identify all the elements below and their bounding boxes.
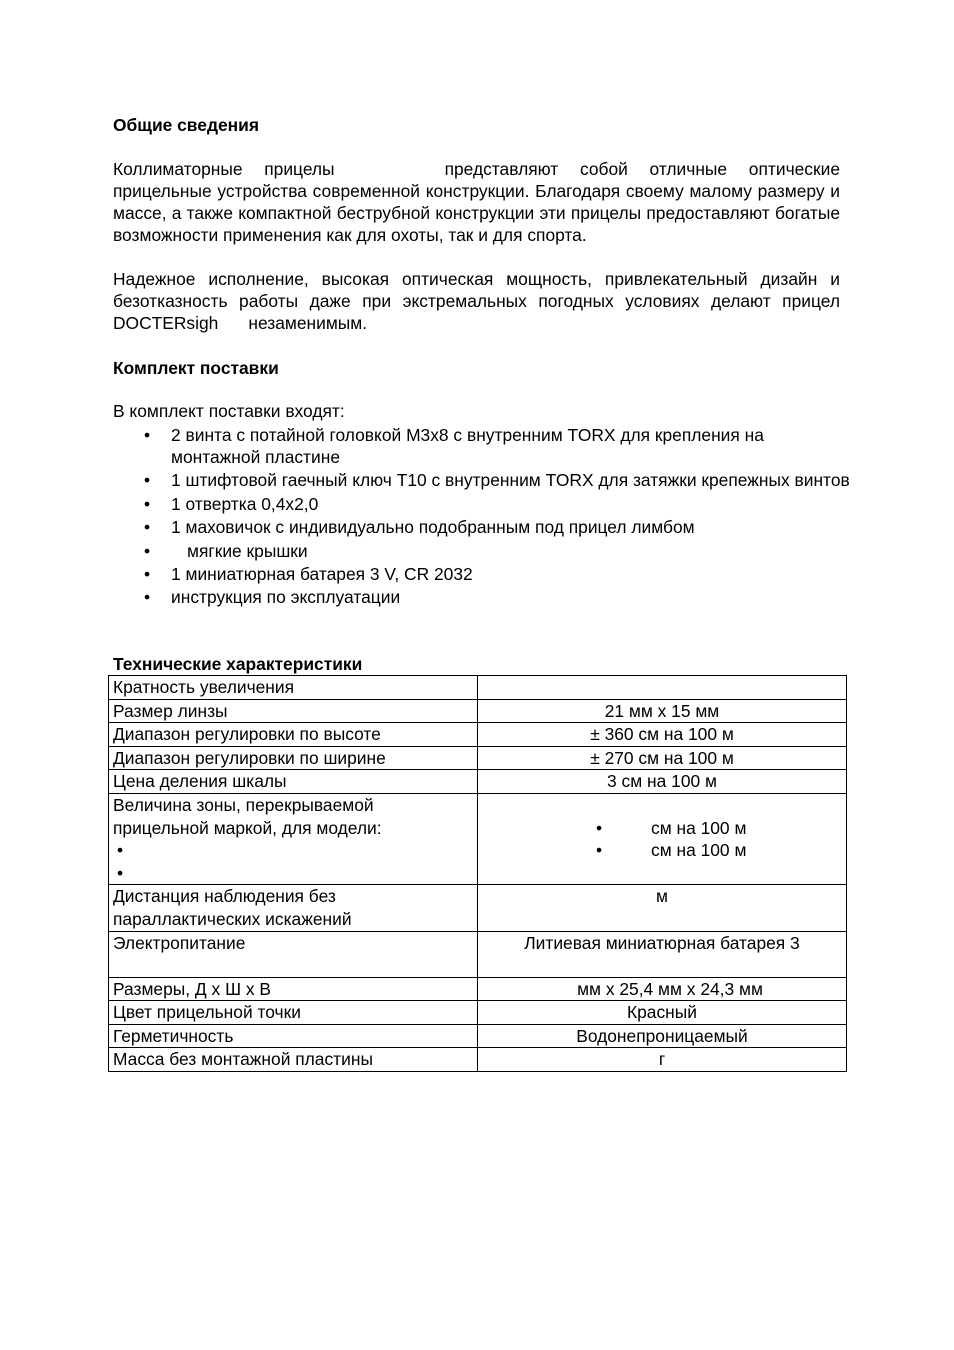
spec-label: Дистанция наблюдения без параллактических искажений	[109, 885, 478, 931]
table-row	[109, 1048, 847, 1072]
specs-table	[108, 675, 847, 1072]
spec-value-zone	[478, 793, 847, 884]
table-row	[109, 1001, 847, 1025]
supply-item: • 1 маховичок с индивидуально подобранным под прицел лимбом	[143, 517, 695, 538]
general-heading: Общие сведения	[113, 115, 259, 135]
zone-model-list	[113, 839, 473, 884]
spec-value: ± 270 см на 100 м	[478, 746, 847, 770]
spec-value: ± 360 см на 100 м	[478, 723, 847, 747]
supply-list	[113, 424, 853, 610]
bullet-icon: •	[143, 470, 151, 491]
supply-item: • 1 отвертка 0,4x2,0	[143, 493, 319, 514]
spec-label: Диапазон регулировки по высоте	[109, 723, 478, 747]
general-paragraph-2	[113, 268, 840, 334]
supply-item: • 1 миниатюрная батарея 3 V, CR 2032	[143, 563, 473, 584]
spec-value: 21 мм x 15 мм	[478, 699, 847, 723]
spec-label: Масса без монтажной пластины	[109, 1048, 478, 1072]
spec-value: Красный	[478, 1001, 847, 1025]
spec-value: г	[478, 1048, 847, 1072]
bullet-icon: •	[143, 563, 151, 584]
table-row	[109, 723, 847, 747]
spec-value: м	[478, 885, 847, 931]
supply-item: • инструкция по эксплуатации	[143, 587, 401, 608]
spec-label: Цена деления шкалы	[109, 770, 478, 794]
spec-label: Кратность увеличения	[109, 676, 478, 700]
bullet-icon: •	[596, 817, 603, 838]
bullet-icon: •	[143, 493, 151, 514]
table-row	[109, 770, 847, 794]
table-row	[109, 931, 847, 977]
bullet-icon: •	[143, 540, 151, 561]
bullet-icon: •	[143, 517, 151, 538]
spec-value: 3 см на 100 м	[478, 770, 847, 794]
bullet-icon: •	[117, 840, 124, 861]
zone-value-item: • см на 100 м	[596, 817, 747, 838]
spec-value: Водонепроницаемый	[478, 1024, 847, 1048]
general-paragraph-1	[113, 158, 840, 246]
bullet-icon: •	[117, 862, 124, 883]
spec-label: Размеры, Д x Ш x В	[109, 977, 478, 1001]
supply-heading: Комплект поставки	[113, 358, 279, 378]
table-row	[109, 885, 847, 931]
table-row	[109, 746, 847, 770]
bullet-icon: •	[143, 587, 151, 608]
specs-heading: Технические характеристики	[113, 654, 363, 674]
spec-label: Диапазон регулировки по ширине	[109, 746, 478, 770]
supply-item: • мягкие крышки	[143, 540, 308, 561]
zone-model-item	[113, 862, 473, 885]
spec-label: Размер линзы	[109, 699, 478, 723]
spec-label: Цвет прицельной точки	[109, 1001, 478, 1025]
bullet-icon: •	[143, 425, 151, 445]
spec-label: Электропитание	[109, 931, 478, 977]
spec-value: Литиевая миниатюрная батарея 3	[478, 931, 847, 977]
table-row	[109, 977, 847, 1001]
spec-value: мм x 25,4 мм x 24,3 мм	[478, 977, 847, 1001]
spec-label-zone: Величина зоны, перекрываемой прицельной маркой, для модели: • •	[109, 793, 478, 884]
table-row	[109, 793, 847, 884]
general-p2-end: незаменимым.	[248, 313, 368, 333]
zone-model-item	[113, 839, 473, 862]
general-p2-start: Надежное исполнение, высокая оптическая мощность, привлекательный дизайн и безотказность работы даже при экстремальных погодных условиях делают прицел DOCTERsigh	[113, 269, 840, 333]
general-p1-rest: представляют собой отличные оптические прицельные устройства современной конструкции. Благодаря своему малому размеру и массе, а также компактной беструбной конструкции эти прицелы предоставляют богатые возможности применения как для охоты, так и для спорта.	[113, 159, 840, 245]
spec-label: Герметичность	[109, 1024, 478, 1048]
table-row	[109, 1024, 847, 1048]
bullet-icon: •	[596, 840, 603, 861]
supply-item: • 2 винта с потайной головкой M3x8 с внутренним TORX для крепления на монтажной пластине	[143, 425, 764, 467]
table-row	[109, 699, 847, 723]
zone-value-list	[482, 817, 842, 862]
zone-value-item: • см на 100 м	[596, 840, 747, 861]
supply-item: • 1 штифтовой гаечный ключ T10 с внутренним TORX для затяжки крепежных винтов	[143, 470, 850, 491]
table-row	[109, 676, 847, 700]
spec-value	[478, 676, 847, 700]
general-p1-start: Коллиматорные прицелы	[113, 159, 335, 179]
supply-intro: В комплект поставки входят:	[113, 401, 345, 421]
